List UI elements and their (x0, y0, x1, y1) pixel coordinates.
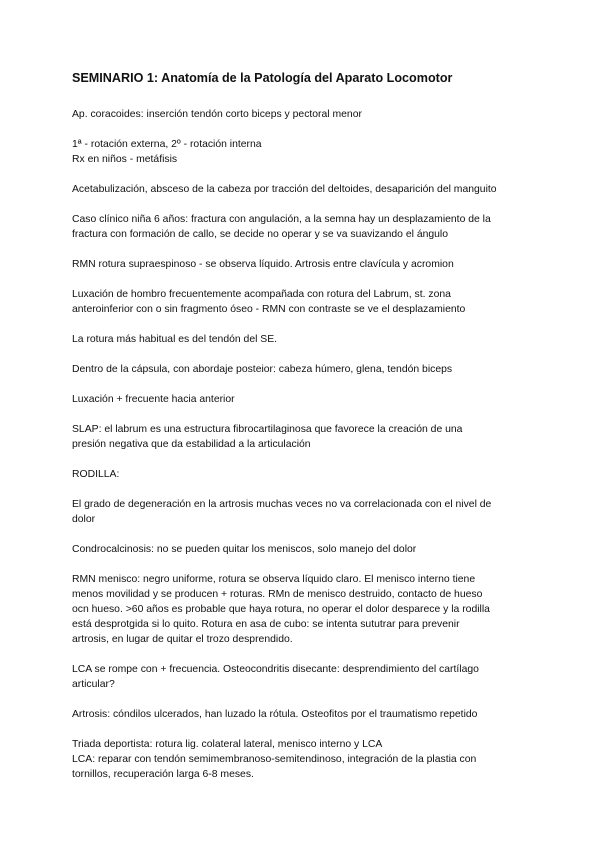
document-page (72, 70, 532, 797)
paragraph-line: Condrocalcinosis: no se pueden quitar los meniscos, solo manejo del dolor (72, 544, 417, 555)
paragraph-line: tornillos, recuperación larga 6-8 meses. (72, 769, 254, 780)
paragraph-line: Triada deportista: rotura lig. colateral lateral, menisco interno y LCA (72, 739, 383, 750)
paragraph-line: LCA: reparar con tendón semimembranoso-semitendinoso, integración de la plastia con (72, 754, 477, 765)
paragraph (72, 497, 532, 527)
paragraph-line: articular? (72, 679, 115, 690)
paragraph-line: Dentro de la cápsula, con abordaje posteior: cabeza húmero, glena, tendón biceps (72, 364, 453, 375)
paragraph (72, 542, 532, 557)
paragraph (72, 212, 532, 242)
paragraph-line: Ap. coracoides: inserción tendón corto biceps y pectoral menor (72, 109, 362, 120)
paragraph (72, 332, 532, 347)
paragraph (72, 737, 532, 782)
paragraph-line: RODILLA: (72, 469, 120, 480)
paragraph-line: artrosis, en lugar de quitar el trozo desprendido. (72, 634, 293, 645)
paragraph-line: RMN rotura supraespinoso - se observa líquido. Artrosis entre clavícula y acromion (72, 259, 454, 270)
paragraph-line: LCA se rompe con + frecuencia. Osteocondritis disecante: desprendimiento del cartílago (72, 664, 479, 675)
paragraph (72, 107, 532, 122)
paragraph-line: Artrosis: cóndilos ulcerados, han luzado la rótula. Osteofitos por el traumatismo repetido (72, 709, 478, 720)
paragraph-line: Luxación de hombro frecuentemente acompañada con rotura del Labrum, st. zona (72, 289, 451, 300)
paragraph-line: Acetabulización, absceso de la cabeza por tracción del deltoides, desaparición del manguito (72, 184, 497, 195)
paragraph-line: Caso clínico niña 6 años: fractura con angulación, a la semna hay un desplazamiento de la (72, 214, 491, 225)
paragraph-line: ocn hueso. >60 años es probable que haya rotura, no operar el dolor desparece y la rodilla (72, 604, 490, 615)
paragraph-line: presión negativa que da estabilidad a la articulación (72, 439, 311, 450)
paragraph (72, 707, 532, 722)
paragraph (72, 182, 532, 197)
paragraph-line: está desprotgida si lo quito. Rotura en asa de cubo: se intenta sututrar para prevenir (72, 619, 460, 630)
paragraph-line: menos movilidad y se producen + roturas. RMn de menisco destruido, contacto de hueso (72, 589, 483, 600)
paragraph (72, 392, 532, 407)
document-title: SEMINARIO 1: Anatomía de la Patología del Aparato Locomotor (72, 71, 453, 85)
document-body (72, 107, 532, 782)
paragraph-line: Rx en niños - metáfisis (72, 154, 178, 165)
paragraph-line: dolor (72, 514, 96, 525)
paragraph (72, 467, 532, 482)
paragraph-line: fractura con formación de callo, se decide no operar y se va suavizando el ángulo (72, 229, 449, 240)
paragraph (72, 422, 532, 452)
paragraph-line: RMN menisco: negro uniforme, rotura se observa líquido claro. El menisco interno tiene (72, 574, 476, 585)
paragraph (72, 137, 532, 167)
paragraph (72, 257, 532, 272)
paragraph-line: El grado de degeneración en la artrosis muchas veces no va correlacionada con el nivel de (72, 499, 492, 510)
paragraph (72, 572, 532, 647)
paragraph-line: anteroinferior con o sin fragmento óseo - RMN con contraste se ve el desplazamiento (72, 304, 466, 315)
paragraph (72, 287, 532, 317)
paragraph (72, 362, 532, 377)
paragraph-line: La rotura más habitual es del tendón del SE. (72, 334, 278, 345)
paragraph-line: Luxación + frecuente hacia anterior (72, 394, 235, 405)
paragraph (72, 662, 532, 692)
paragraph-line: 1ª - rotación externa, 2º - rotación interna (72, 139, 262, 150)
paragraph-line: SLAP: el labrum es una estructura fibrocartilaginosa que favorece la creación de una (72, 424, 463, 435)
